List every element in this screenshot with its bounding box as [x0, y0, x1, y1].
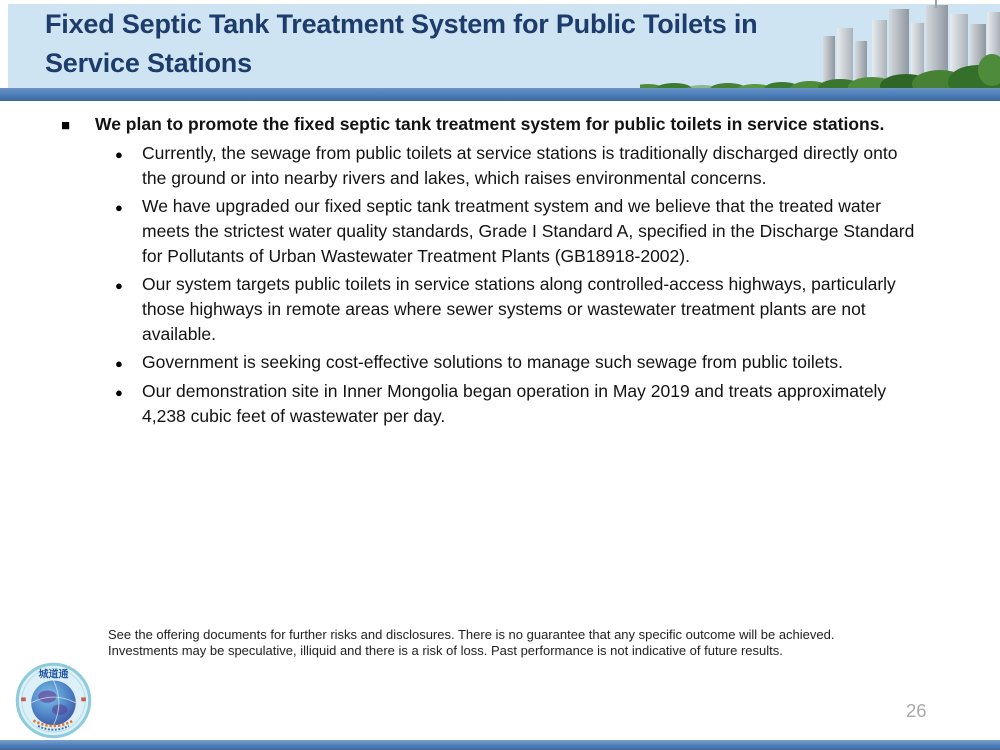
slide-title-line1: Fixed Septic Tank Treatment System for Public Toilets in: [45, 9, 758, 39]
list-item: [115, 141, 1000, 191]
sub-bullet-text: Our demonstration site in Inner Mongolia began operation in May 2019 and treats approximately 4,238 cubic feet of wastewater per day.: [142, 381, 887, 426]
list-item: [115, 272, 1000, 347]
sub-bullet-text: Currently, the sewage from public toilets at service stations is traditionally discharged directly onto the ground or into nearby rivers and lakes, which raises environmental concerns.: [142, 143, 898, 188]
slide-title-line2: Service Stations: [45, 48, 252, 78]
header-divider-bar: [0, 88, 1000, 101]
circle-bullet-icon: ●: [115, 385, 123, 400]
slide-header: [0, 0, 1000, 88]
circle-bullet-icon: ●: [115, 356, 123, 371]
list-item: [115, 379, 1000, 429]
page-number: 26: [906, 700, 927, 721]
circle-bullet-icon: ●: [115, 147, 123, 162]
circle-bullet-icon: ●: [115, 278, 123, 293]
square-bullet-icon: ■: [61, 117, 71, 134]
sub-bullet-list: [115, 141, 1000, 429]
circle-bullet-icon: ●: [115, 200, 123, 215]
disclaimer-text: See the offering documents for further risks and disclosures. There is no guarantee that any specific outcome will be achieved. Investments may be speculative, illiquid and there is a risk of loss. Past performance is not indicative of future results.: [108, 627, 835, 658]
list-item: [115, 350, 1000, 376]
slide-title: [45, 5, 757, 83]
sub-bullet-text: Our system targets public toilets in service stations along controlled-access highways, particularly those highways in remote areas where sewer systems or wastewater treatment plants are not available.: [142, 274, 896, 344]
slide-body: [0, 112, 1000, 432]
list-item: [115, 194, 1000, 269]
sub-bullet-text: We have upgraded our fixed septic tank treatment system and we believe that the treated water meets the strictest water quality standards, Grade I Standard A, specified in the Discharge Standard for Pollutants of Urban Wastewater Treatment Plants (GB18918-2002).: [142, 196, 915, 266]
main-bullet-item: [61, 112, 1000, 138]
sub-bullet-text: Government is seeking cost-effective solutions to manage such sewage from public toilets.: [142, 352, 843, 372]
company-logo-icon: [15, 662, 92, 739]
main-bullet-text: We plan to promote the fixed septic tank treatment system for public toilets in service stations.: [95, 114, 885, 134]
footer-bar: [0, 740, 1000, 750]
logo-text: 城道通: [38, 669, 69, 681]
